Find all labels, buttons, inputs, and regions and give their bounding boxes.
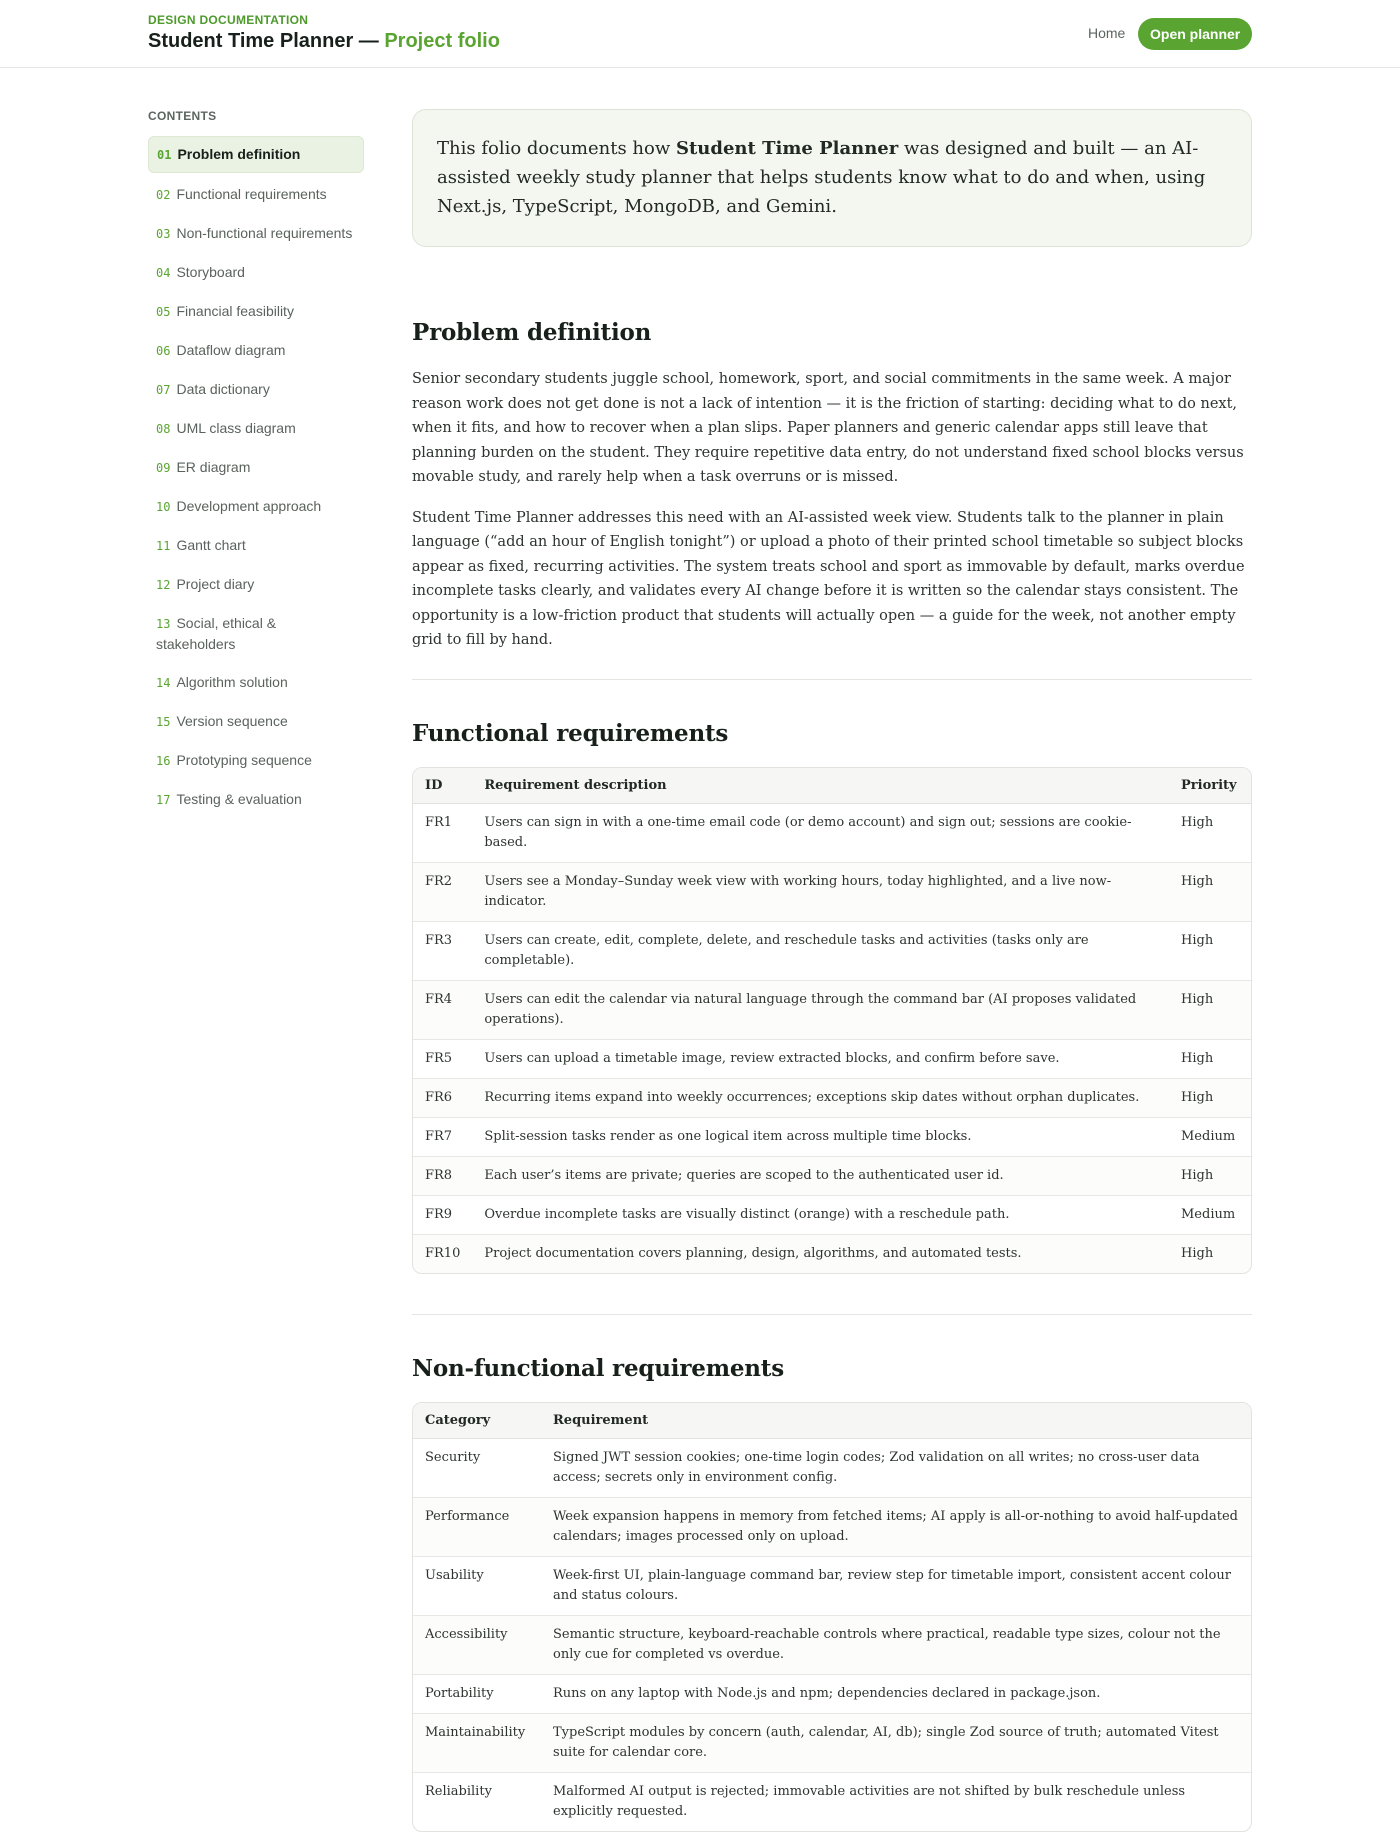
table-cell: Semantic structure, keyboard-reachable controls where practical, readable type sizes, colour not the only cue for completed vs overdue. (541, 1616, 1251, 1675)
table-cell: High (1169, 1040, 1251, 1079)
table-cell: Performance (413, 1498, 541, 1557)
table-cell: FR6 (413, 1079, 472, 1118)
table-cell: High (1169, 981, 1251, 1040)
column-header: Priority (1169, 768, 1251, 804)
table-cell: High (1169, 1079, 1251, 1118)
table-cell: Overdue incomplete tasks are visually distinct (orange) with a reschedule path. (472, 1196, 1169, 1235)
toc-item-number: 12 (156, 578, 171, 592)
table-cell: Usability (413, 1557, 541, 1616)
table-row (413, 863, 1251, 922)
toc-item[interactable] (148, 450, 364, 485)
toc-item-number: 04 (156, 266, 171, 280)
table-cell: Signed JWT session cookies; one-time login codes; Zod validation on all writes; no cross-user data access; secrets only in environment config. (541, 1439, 1251, 1498)
toc-item[interactable] (148, 665, 364, 700)
table-cell: High (1169, 804, 1251, 863)
toc-item-number: 11 (156, 539, 171, 553)
toc-item[interactable] (148, 136, 364, 173)
table-row (413, 1557, 1251, 1616)
toc-item-label: ER diagram (176, 459, 251, 475)
table-row (413, 1235, 1251, 1273)
section-problem-definition (412, 319, 1252, 653)
column-header: Category (413, 1403, 541, 1439)
header-eyebrow: DESIGN DOCUMENTATION (148, 13, 309, 27)
toc-item-number: 03 (156, 227, 171, 241)
toc-item-number: 10 (156, 500, 171, 514)
table-cell: Project documentation covers planning, design, algorithms, and automated tests. (472, 1235, 1169, 1273)
table-cell: FR8 (413, 1157, 472, 1196)
toc-item[interactable] (148, 782, 364, 817)
table-row (413, 1040, 1251, 1079)
column-header: Requirement (541, 1403, 1251, 1439)
toc-item-label: Financial feasibility (176, 303, 294, 319)
table-cell: FR10 (413, 1235, 472, 1273)
table-header-row (413, 768, 1251, 804)
toc-item[interactable] (148, 333, 364, 368)
page-title-accent: Project folio (384, 30, 500, 52)
table-cell: Reliability (425, 1783, 492, 1799)
table-cell: Users can create, edit, complete, delete, and reschedule tasks and activities (tasks only are completable). (472, 922, 1169, 981)
toc-item-label: Problem definition (177, 146, 301, 162)
toc-item-label: Gantt chart (176, 537, 246, 553)
table-cell: Portability (413, 1675, 541, 1714)
table-row (413, 1714, 1251, 1773)
table-cell: Week expansion happens in memory from fetched items; AI apply is all-or-nothing to avoid half-updated calendars; images processed only on upload. (541, 1498, 1251, 1557)
table-row (413, 1675, 1251, 1714)
toc-item[interactable] (148, 489, 364, 524)
toc-item[interactable] (148, 411, 364, 446)
section-non-functional-requirements (412, 1315, 1252, 1832)
table-cell: Users can sign in with a one-time email code (or demo account) and sign out; sessions are cookie-based. (472, 804, 1169, 863)
table-cell: Runs on any laptop with Node.js and npm; dependencies declared in package.json. (541, 1675, 1251, 1714)
intro-product-name: Student Time Planner (675, 138, 899, 159)
toc-item-label: Development approach (176, 498, 322, 514)
section-functional-requirements (412, 680, 1252, 1274)
open-planner-button[interactable]: Open planner (1138, 18, 1252, 50)
toc-item-label: UML class diagram (176, 420, 296, 436)
table-row (413, 1157, 1251, 1196)
table-cell: FR4 (413, 981, 472, 1040)
table-cell: Malformed AI output is rejected; immovable activities are not shifted by bulk reschedule unless explicitly requested. (553, 1783, 1186, 1819)
table-row (413, 1439, 1251, 1498)
intro-text-after: was designed and built — an AI-assisted weekly study planner that helps students know what to do and when, using Next.js, TypeScript, MongoDB, and Gemini. (437, 138, 1206, 217)
problem-paragraph-1: Senior secondary students juggle school, homework, sport, and social commitments in the same week. A major reason work does not get done is not a lack of intention — it is the friction of starting: deciding what to do next, when it fits, and how to recover when a plan slips. Paper planners and generic calendar apps still leave that planning burden on the student. They require repetitive data entry, do not understand fixed school blocks versus movable study, and rarely help when a task overruns or is missed. (412, 371, 1244, 485)
toc-item[interactable] (148, 528, 364, 563)
table-cell: Accessibility (413, 1616, 541, 1675)
non-functional-requirements-table (412, 1402, 1252, 1832)
table-cell: Users can edit the calendar via natural language through the command bar (AI proposes validated operations). (472, 981, 1169, 1040)
toc-item-number: 08 (156, 422, 171, 436)
toc-item[interactable] (148, 704, 364, 739)
toc-item-label: Storyboard (176, 264, 245, 280)
toc-item-number: 01 (157, 148, 172, 162)
toc-item[interactable] (148, 372, 364, 407)
toc-item[interactable] (148, 177, 364, 212)
toc-item-number: 17 (156, 793, 171, 807)
toc-item-number: 06 (156, 344, 171, 358)
intro-text-before: This folio documents how (437, 138, 676, 159)
table-cell: FR5 (413, 1040, 472, 1079)
toc-item-number: 16 (156, 754, 171, 768)
page-title (148, 30, 500, 53)
table-cell: Split-session tasks render as one logical item across multiple time blocks. (472, 1118, 1169, 1157)
toc-item-label: Testing & evaluation (176, 791, 302, 807)
toc-item[interactable] (148, 606, 364, 661)
toc-item-label: Dataflow diagram (176, 342, 286, 358)
table-cell: Medium (1169, 1118, 1251, 1157)
functional-requirements-table (412, 767, 1252, 1274)
table-header-row (413, 1403, 1251, 1439)
table-row (413, 981, 1251, 1040)
toc-item[interactable] (148, 567, 364, 602)
table-cell: Week-first UI, plain-language command bar, review step for timetable import, consistent accent colour and status colours. (541, 1557, 1251, 1616)
section-title: Problem definition (412, 319, 652, 346)
table-row (413, 1079, 1251, 1118)
toc-item-label: Version sequence (176, 713, 288, 729)
toc-item[interactable] (148, 294, 364, 329)
table-cell: High (1169, 1235, 1251, 1273)
toc-item-number: 05 (156, 305, 171, 319)
table-cell: High (1169, 863, 1251, 922)
table-cell: Security (413, 1439, 541, 1498)
table-cell: FR2 (413, 863, 472, 922)
table-of-contents (148, 109, 364, 821)
toc-item-label: Prototyping sequence (176, 752, 312, 768)
toc-item[interactable] (148, 255, 364, 290)
toc-item-label: Project diary (176, 576, 255, 592)
toc-item-label: Social, ethical & stakeholders (156, 615, 277, 652)
section-title: Functional requirements (412, 719, 729, 747)
table-cell: Maintainability (413, 1714, 541, 1773)
table-row (413, 1773, 1251, 1831)
problem-paragraph-2: Student Time Planner addresses this need with an AI-assisted week view. Students talk to the planner in plain language (“add an hour of English tonight”) or upload a photo of their printed school timetable so subject blocks appear as fixed, recurring activities. The system treats school and sport as immovable by default, marks overdue incomplete tasks clearly, and validates every AI change before it is written so the calendar stays consistent. The opportunity is a low-friction product that students will actually open — a guide for the week, not another empty grid to fill by hand. (412, 509, 1245, 648)
table-row (413, 1118, 1251, 1157)
table-row (413, 1196, 1251, 1235)
column-header: Requirement description (472, 768, 1169, 804)
toc-item-number: 14 (156, 676, 171, 690)
table-row (413, 804, 1251, 863)
table-cell: FR9 (413, 1196, 472, 1235)
toc-item-label: Functional requirements (176, 186, 327, 202)
table-row (413, 1498, 1251, 1557)
toc-item-number: 09 (156, 461, 171, 475)
section-title: Non-functional requirements (412, 1354, 784, 1382)
main-content (412, 109, 1252, 1832)
intro-callout (412, 109, 1252, 247)
toc-item[interactable] (148, 216, 364, 251)
toc-item-number: 15 (156, 715, 171, 729)
toc-item-number: 13 (156, 617, 171, 631)
table-cell: FR7 (413, 1118, 472, 1157)
page-title-main: Student Time Planner — (148, 30, 379, 52)
top-bar (0, 0, 1400, 68)
table-cell: TypeScript modules by concern (auth, calendar, AI, db); single Zod source of truth; automated Vitest suite for calendar core. (541, 1714, 1251, 1773)
toc-item-label: Algorithm solution (176, 674, 288, 690)
toc-item-number: 07 (156, 383, 171, 397)
table-cell: Each user’s items are private; queries are scoped to the authenticated user id. (472, 1157, 1169, 1196)
table-cell: Users can upload a timetable image, review extracted blocks, and confirm before save. (472, 1040, 1169, 1079)
table-cell: Users see a Monday–Sunday week view with working hours, today highlighted, and a live now-indicator. (472, 863, 1169, 922)
table-cell: FR3 (413, 922, 472, 981)
table-cell: High (1169, 1157, 1251, 1196)
table-row (413, 1616, 1251, 1675)
toc-item[interactable] (148, 743, 364, 778)
table-row (413, 922, 1251, 981)
table-cell: FR1 (413, 804, 472, 863)
table-cell: High (1169, 922, 1251, 981)
table-cell: Recurring items expand into weekly occurrences; exceptions skip dates without orphan duplicates. (472, 1079, 1169, 1118)
toc-heading: CONTENTS (148, 109, 217, 123)
toc-item-number: 02 (156, 188, 171, 202)
toc-list (148, 136, 364, 817)
column-header: ID (413, 768, 472, 804)
table-cell: Medium (1169, 1196, 1251, 1235)
home-link[interactable]: Home (1088, 25, 1126, 41)
toc-item-label: Non-functional requirements (176, 225, 353, 241)
toc-item-label: Data dictionary (176, 381, 270, 397)
